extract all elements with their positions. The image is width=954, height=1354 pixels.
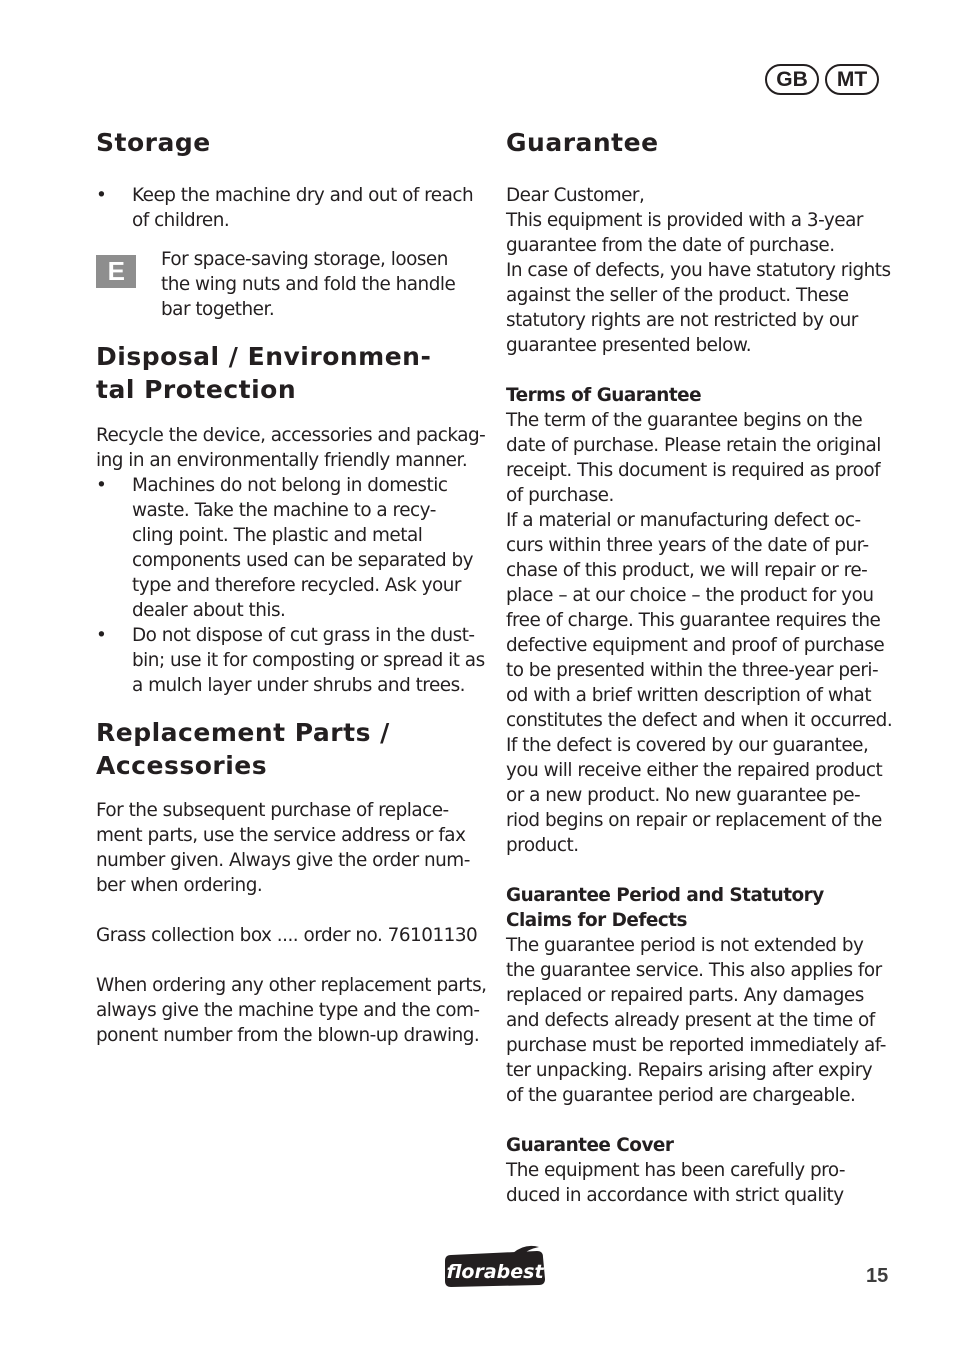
terms-subheading: Terms of Guarantee [506, 385, 702, 406]
language-badge-gb: GB [765, 64, 819, 95]
replacement-heading [96, 716, 486, 782]
period-paragraph [506, 933, 898, 1108]
disposal-bullet-grass [96, 623, 486, 698]
subheading-line: Guarantee Period and Statutory [506, 885, 824, 906]
text-line: In case of defects, you have statutory rights [506, 260, 891, 281]
text-line: cling point. The plastic and metal [132, 525, 423, 546]
storage-heading: Storage [96, 128, 211, 157]
note-e-icon: E [96, 255, 136, 288]
text-line: chase of this product, we will repair or re- [506, 560, 868, 581]
text-line: riod begins on repair or replacement of the [506, 810, 882, 831]
language-badges [765, 64, 879, 95]
text-line: the wing nuts and fold the handle [161, 274, 456, 295]
text-line: number given. Always give the order num- [96, 850, 470, 871]
text-line: statutory rights are not restricted by our [506, 310, 858, 331]
text-line: components used can be separated by [132, 550, 474, 571]
text-line: Keep the machine dry and out of reach [132, 185, 474, 206]
cover-subheading: Guarantee Cover [506, 1135, 674, 1156]
text-line: receipt. This document is required as proof [506, 460, 881, 481]
left-column [96, 126, 486, 1048]
text-line: constitutes the defect and when it occurred. [506, 710, 893, 731]
text-line: against the seller of the product. These [506, 285, 849, 306]
text-line: The guarantee period is not extended by [506, 935, 864, 956]
text-line: guarantee presented below. [506, 335, 752, 356]
page-number: 15 [866, 1265, 889, 1287]
text-line: date of purchase. Please retain the original [506, 435, 881, 456]
language-badge-mt: MT [825, 64, 879, 95]
text-line: always give the machine type and the com- [96, 1000, 480, 1021]
text-line: Dear Customer, [506, 185, 645, 206]
text-line: replaced or repaired parts. Any damages [506, 985, 864, 1006]
logo-text: florabest [446, 1261, 544, 1283]
text-line: of purchase. [506, 485, 614, 506]
text-line: ponent number from the blown-up drawing. [96, 1025, 480, 1046]
disposal-intro [96, 423, 486, 473]
text-line: defective equipment and proof of purchase [506, 635, 885, 656]
text-line: od with a brief written description of what [506, 685, 872, 706]
text-line: or a new product. No new guarantee pe- [506, 785, 861, 806]
text-line: The term of the guarantee begins on the [506, 410, 863, 431]
text-line: free of charge. This guarantee requires the [506, 610, 881, 631]
text-line: ter unpacking. Repairs arising after expiry [506, 1060, 873, 1081]
guarantee-heading: Guarantee [506, 128, 659, 157]
bullet-dot: • [96, 185, 107, 206]
text-line: product. [506, 835, 579, 856]
heading-line: Replacement Parts / [96, 718, 390, 747]
text-line: bin; use it for composting or spread it as [132, 650, 485, 671]
text-line: place – at our choice – the product for you [506, 585, 874, 606]
text-line: dealer about this. [132, 600, 286, 621]
text-line: to be presented within the three-year peri- [506, 660, 879, 681]
disposal-heading [96, 340, 486, 406]
bullet-dot: • [96, 625, 107, 646]
text-line: ment parts, use the service address or fax [96, 825, 466, 846]
text-line: waste. Take the machine to a recy- [132, 500, 436, 521]
text-line: Machines do not belong in domestic [132, 475, 448, 496]
text-line: This equipment is provided with a 3-year [506, 210, 863, 231]
text-line: type and therefore recycled. Ask your [132, 575, 461, 596]
right-column [506, 126, 898, 1208]
text-line: curs within three years of the date of pur- [506, 535, 869, 556]
heading-line: tal Protection [96, 375, 297, 404]
period-subheading [506, 883, 898, 933]
text-line: For the subsequent purchase of replace- [96, 800, 449, 821]
guarantee-intro [506, 183, 898, 358]
text-line: If the defect is covered by our guarantee, [506, 735, 869, 756]
text-line: guarantee from the date of purchase. [506, 235, 835, 256]
text-line: duced in accordance with strict quality [506, 1185, 844, 1206]
text-line: purchase must be reported immediately af- [506, 1035, 886, 1056]
disposal-bullet-machines [96, 473, 486, 623]
text-line: of children. [132, 210, 230, 231]
bullet-dot: • [96, 475, 107, 496]
text-line: bar together. [161, 299, 275, 320]
order-number-line: Grass collection box .... order no. 76101130 [96, 925, 478, 946]
heading-line: Accessories [96, 751, 268, 780]
text-line: If a material or manufacturing defect oc- [506, 510, 861, 531]
storage-note [96, 247, 486, 322]
terms-paragraph [506, 408, 898, 858]
text-line: Recycle the device, accessories and packag- [96, 425, 486, 446]
text-line: ing in an environmentally friendly manner. [96, 450, 468, 471]
replacement-paragraph [96, 798, 486, 898]
heading-line: Disposal / Environmen- [96, 342, 432, 371]
text-line: you will receive either the repaired product [506, 760, 883, 781]
text-line: For space-saving storage, loosen [161, 249, 448, 270]
replacement-ordering-note [96, 973, 486, 1048]
storage-bullet [96, 183, 486, 233]
text-line: Do not dispose of cut grass in the dust- [132, 625, 475, 646]
cover-paragraph [506, 1158, 898, 1208]
text-line: and defects already present at the time of [506, 1010, 875, 1031]
text-line: ber when ordering. [96, 875, 263, 896]
text-line: When ordering any other replacement parts, [96, 975, 487, 996]
text-line: the guarantee service. This also applies for [506, 960, 882, 981]
text-line: a mulch layer under shrubs and trees. [132, 675, 466, 696]
subheading-line: Claims for Defects [506, 910, 687, 931]
text-line: of the guarantee period are chargeable. [506, 1085, 856, 1106]
florabest-logo [439, 1245, 551, 1289]
text-line: The equipment has been carefully pro- [506, 1160, 846, 1181]
